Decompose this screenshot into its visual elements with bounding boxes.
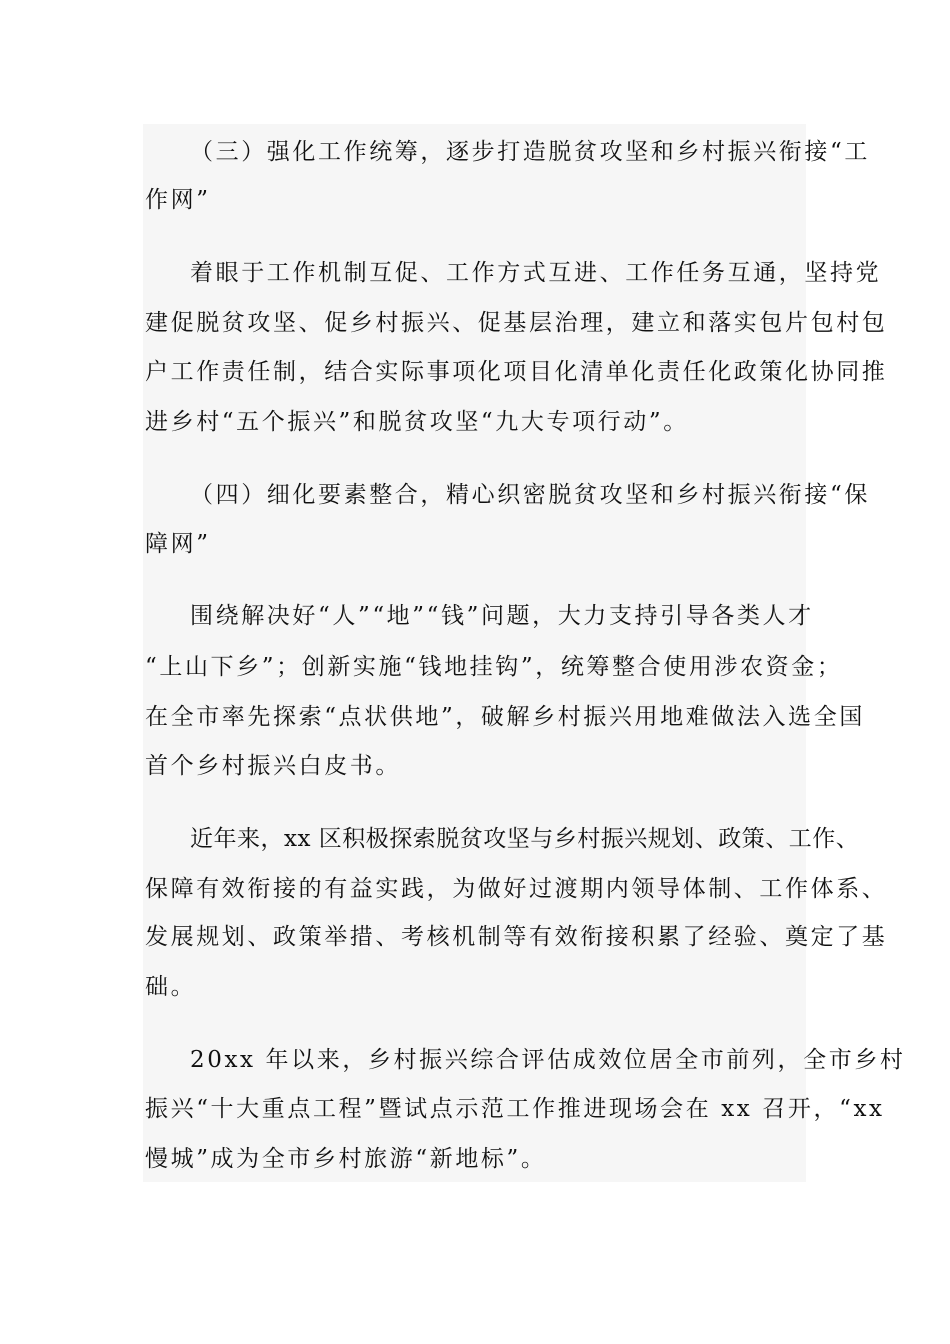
text-line: 围绕解决好“人”“地”“钱”问题，大力支持引导各类人才 [190,603,814,629]
text-line: 振兴“十大重点工程”暨试点示范工作推进现场会在 xx 召开，“xx [145,1096,885,1122]
text-line: （四）细化要素整合，精心织密脱贫攻坚和乡村振兴衔接“保 [190,482,870,508]
text-line: 作网” [145,187,211,213]
text-line: 首个乡村振兴白皮书。 [145,753,401,779]
text-line: 保障有效衔接的有益实践，为做好过渡期内领导体制、工作体系、 [145,876,888,902]
text-line: 慢城”成为全市乡村旅游“新地标”。 [145,1146,547,1172]
text-line: 近年来，xx 区积极探索脱贫攻坚与乡村振兴规划、政策、工作、 [190,826,860,852]
text-line: 发展规划、政策举措、考核机制等有效衔接积累了经验、奠定了基 [145,924,888,950]
text-line: 着眼于工作机制互促、工作方式互进、工作任务互通，坚持党 [190,260,882,286]
text-line: 建促脱贫攻坚、促乡村振兴、促基层治理，建立和落实包片包村包 [145,310,888,336]
text-line: 在全市率先探索“点状供地”，破解乡村振兴用地难做法入选全国 [145,704,865,730]
text-line: （三）强化工作统筹，逐步打造脱贫攻坚和乡村振兴衔接“工 [190,139,870,165]
text-line: “上山下乡”；创新实施“钱地挂钩”，统筹整合使用涉农资金； [145,654,843,680]
text-line: 进乡村“五个振兴”和脱贫攻坚“九大专项行动”。 [145,409,689,435]
text-line: 础。 [145,974,197,1000]
text-line: 户工作责任制，结合实际事项化项目化清单化责任化政策化协同推 [145,359,888,385]
text-line: 20xx 年以来，乡村振兴综合评估成效位居全市前列，全市乡村 [190,1047,906,1073]
text-line: 障网” [145,531,211,557]
